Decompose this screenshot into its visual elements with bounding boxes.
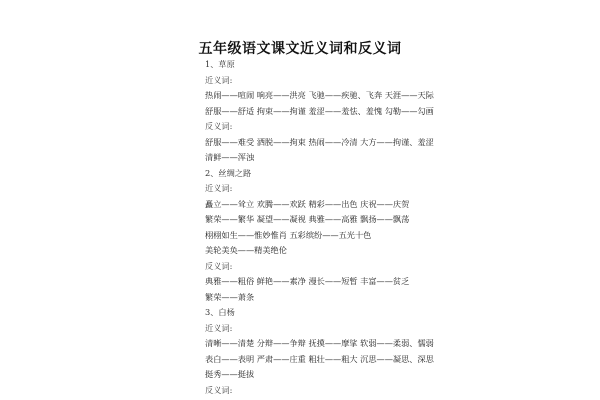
text-line: 繁荣——萧条 [205,291,255,302]
document-body [205,57,435,398]
text-line: 典雅——粗俗 鲜艳——素净 漫长——短暂 丰富——贫乏 [205,276,410,286]
text-line: 热闹——喧闹 响亮——洪亮 飞驰——疾驰、飞奔 天涯——天际 [205,90,434,100]
section-heading-caoyuan: 1、草原 [205,59,235,69]
synonyms-label: 近义词: [205,183,233,193]
text-line: 舒服——舒适 拘束——拘谨 羞涩——羞怯、羞愧 勾勒——勾画 [205,105,434,116]
antonyms-label: 反义词: [205,260,233,271]
antonyms-label: 反义词: [205,384,233,395]
text-line: 清晰——清楚 分辩——争辩 抚摸——摩挲 软弱——柔弱、懦弱 [205,338,434,348]
text-line: 表白——表明 严肃——庄重 粗壮——粗大 沉思——凝思、深思 [205,353,434,364]
section-heading-silk-road: 2、丝绸之路 [205,167,252,178]
text-line: 挺秀——挺拔 [205,369,255,379]
text-line: 舒服——难受 洒脱——拘束 热闹——冷清 大方——拘谨、羞涩 [205,136,434,147]
text-line: 矗立——耸立 欢腾——欢跃 精彩——出色 庆祝——庆贺 [205,198,410,209]
synonyms-label: 近义词: [205,322,233,333]
text-line: 栩栩如生——惟妙惟肖 五彩缤纷——五光十色 [205,229,372,240]
document-title: 五年级语文课文近义词和反义词 [198,41,402,57]
section-heading-baiyang: 3、白杨 [205,307,235,317]
synonyms-label: 近义词: [205,74,233,85]
antonyms-label: 反义词: [205,121,233,131]
text-line: 清鲜——浑浊 [205,152,255,162]
text-line: 繁荣——繁华 凝望——凝视 典雅——高雅 飘扬——飘荡 [205,214,410,224]
text-line: 美轮美奂——精美绝伦 [205,245,287,255]
